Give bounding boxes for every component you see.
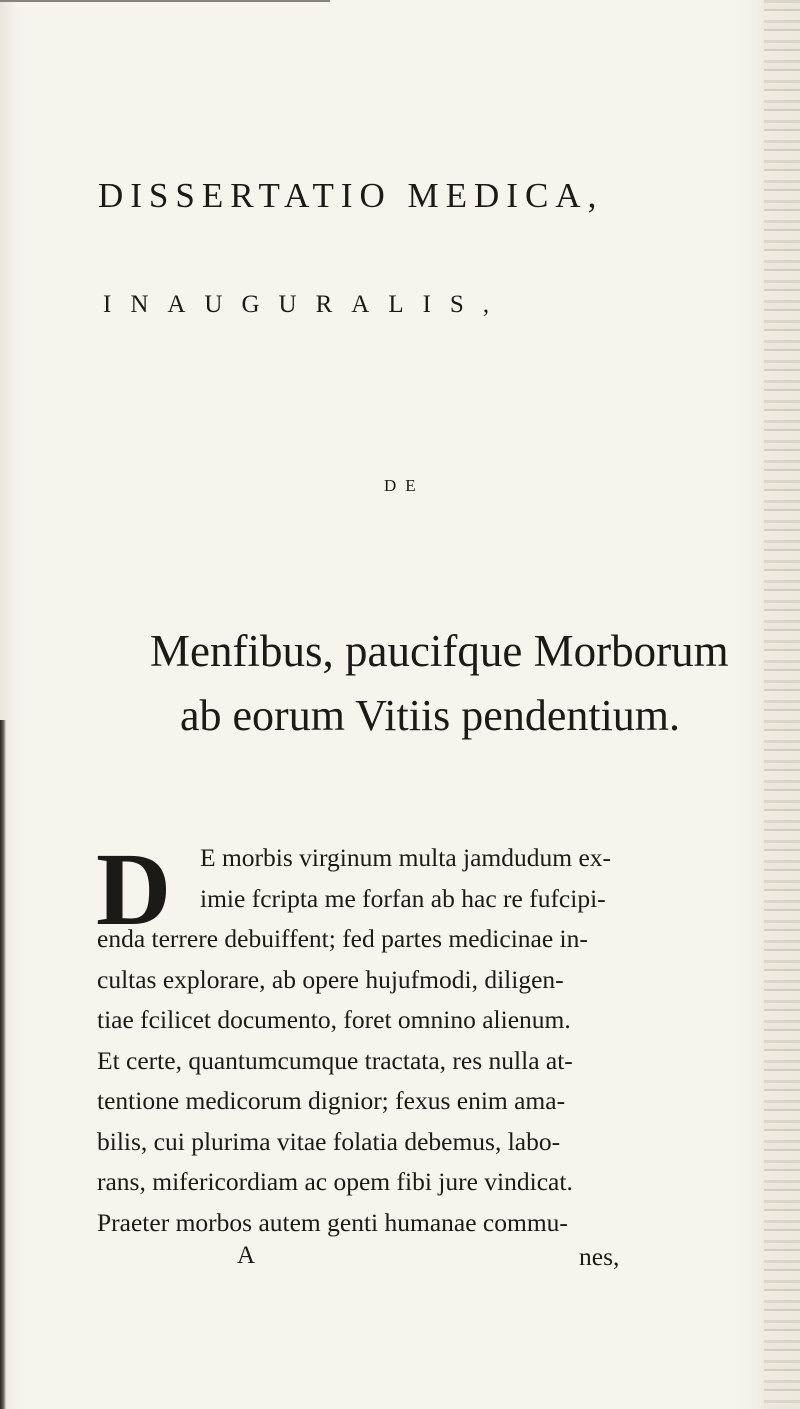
body-line: cultas explorare, ab opere hujufmodi, diligen- — [97, 964, 564, 994]
body-line: rans, mifericordiam ac opem fibi jure vindicat. — [97, 1167, 573, 1196]
heading-line-1: Menfibus, paucifque Morborum — [150, 626, 729, 676]
document-de: DE — [384, 476, 425, 495]
body-paragraph — [96, 832, 657, 1243]
top-rule — [0, 0, 330, 2]
body-line: E morbis virginum multa jamdudum ex- — [200, 843, 612, 872]
body-line: Et certe, quantumcumque tractata, res nulla at- — [97, 1045, 573, 1075]
body-line: enda terrere debuiffent; fed partes medicinae in- — [97, 924, 588, 953]
body-line: bilis, cui plurima vitae folatia debemus, labo- — [97, 1126, 561, 1156]
body-line: tentione medicorum dignior; fexus enim ama- — [97, 1086, 566, 1115]
body-line: Praeter morbos autem genti humanae commu- — [97, 1207, 568, 1237]
body-line: tiae fcilicet documento, foret omnino alienum. — [97, 1005, 571, 1034]
body-line: imie fcripta me forfan ab hac re fufcipi- — [200, 883, 606, 913]
signature-mark: A — [237, 1242, 256, 1269]
heading-line-2: ab eorum Vitiis pendentium. — [180, 691, 681, 740]
document-subtitle: INAUGURALIS, — [103, 291, 509, 318]
document-title: DISSERTATIO MEDICA, — [98, 176, 604, 215]
catchword: nes, — [579, 1242, 620, 1271]
binding-edge — [0, 720, 6, 1409]
page-edge — [764, 0, 800, 1409]
drop-cap: D — [96, 832, 172, 947]
